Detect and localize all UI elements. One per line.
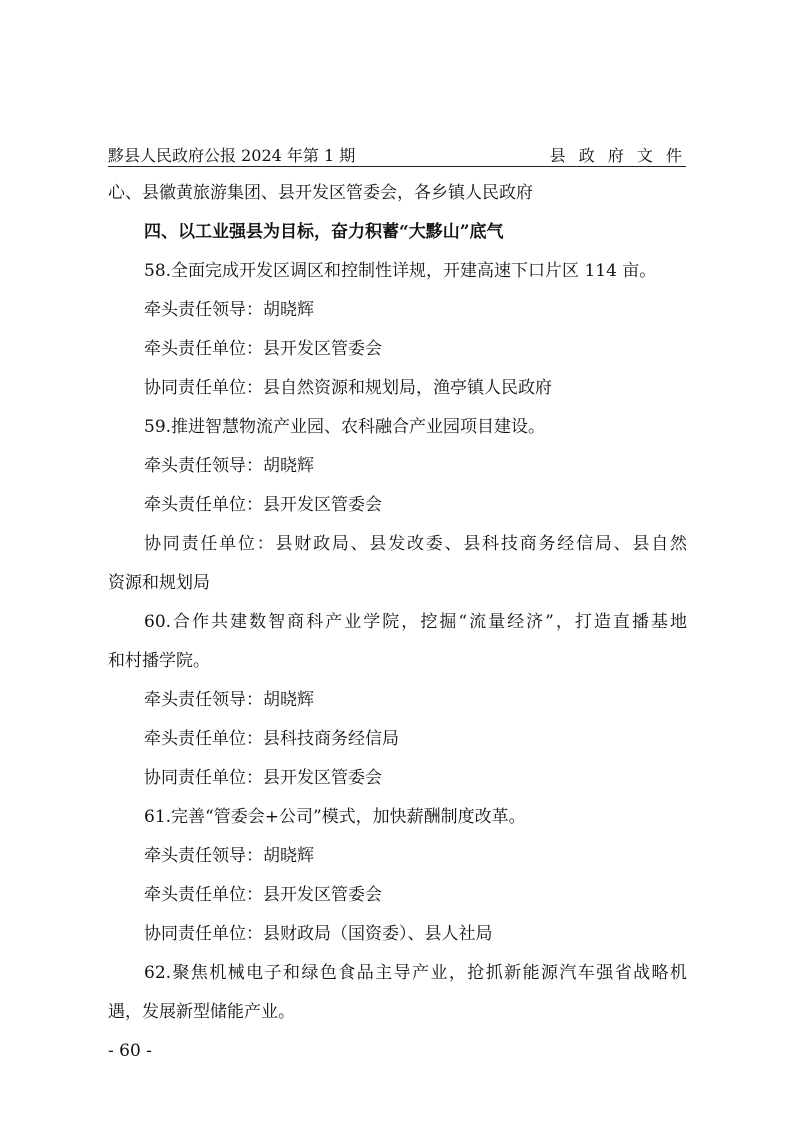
item-60-title: 60.合作共建数智商科产业学院，挖掘“流量经济”，打造直播基地	[144, 612, 687, 632]
item-61-title: 61.完善“管委会+公司”模式，加快薪酬制度改革。	[144, 807, 526, 827]
cooperating-units: 协同责任单位：县开发区管委会	[144, 768, 382, 788]
item-59-title: 59.推进智慧物流产业园、农科融合产业园项目建设。	[144, 417, 546, 437]
cooperating-units: 协同责任单位：县财政局（国资委）、县人社局	[144, 924, 493, 944]
gazette-title: 黟县人民政府公报 2024 年第 1 期	[108, 146, 356, 165]
page-number: - 60 -	[108, 1041, 152, 1061]
section-heading: 四、以工业强县为目标，奋力积蓄“大黟山”底气	[144, 222, 504, 242]
cooperating-units: 协同责任单位：县财政局、县发改委、县科技商务经信局、县自然	[144, 534, 687, 554]
cooperating-units-continued: 资源和规划局	[108, 573, 210, 593]
lead-leader: 牵头责任领导：胡晓辉	[144, 690, 314, 710]
document-body	[108, 174, 687, 1032]
item-62-title: 62.聚焦机械电子和绿色食品主导产业，抢抓新能源汽车强省战略机	[144, 963, 687, 983]
cooperating-units: 协同责任单位：县自然资源和规划局，渔亭镇人民政府	[144, 378, 552, 398]
page-header	[108, 140, 686, 167]
lead-unit: 牵头责任单位：县科技商务经信局	[144, 729, 399, 749]
text-line: 心、县徽黄旅游集团、县开发区管委会，各乡镇人民政府	[108, 183, 533, 203]
lead-unit: 牵头责任单位：县开发区管委会	[144, 339, 382, 359]
lead-leader: 牵头责任领导：胡晓辉	[144, 300, 314, 320]
section-title: 县 政 府 文 件	[549, 146, 686, 165]
lead-leader: 牵头责任领导：胡晓辉	[144, 456, 314, 476]
item-60-title-continued: 和村播学院。	[108, 651, 210, 671]
lead-unit: 牵头责任单位：县开发区管委会	[144, 495, 382, 515]
item-58-title: 58.全面完成开发区调区和控制性详规，开建高速下口片区 114 亩。	[144, 261, 657, 281]
lead-unit: 牵头责任单位：县开发区管委会	[144, 885, 382, 905]
lead-leader: 牵头责任领导：胡晓辉	[144, 846, 314, 866]
item-62-title-continued: 遇，发展新型储能产业。	[108, 1002, 295, 1022]
